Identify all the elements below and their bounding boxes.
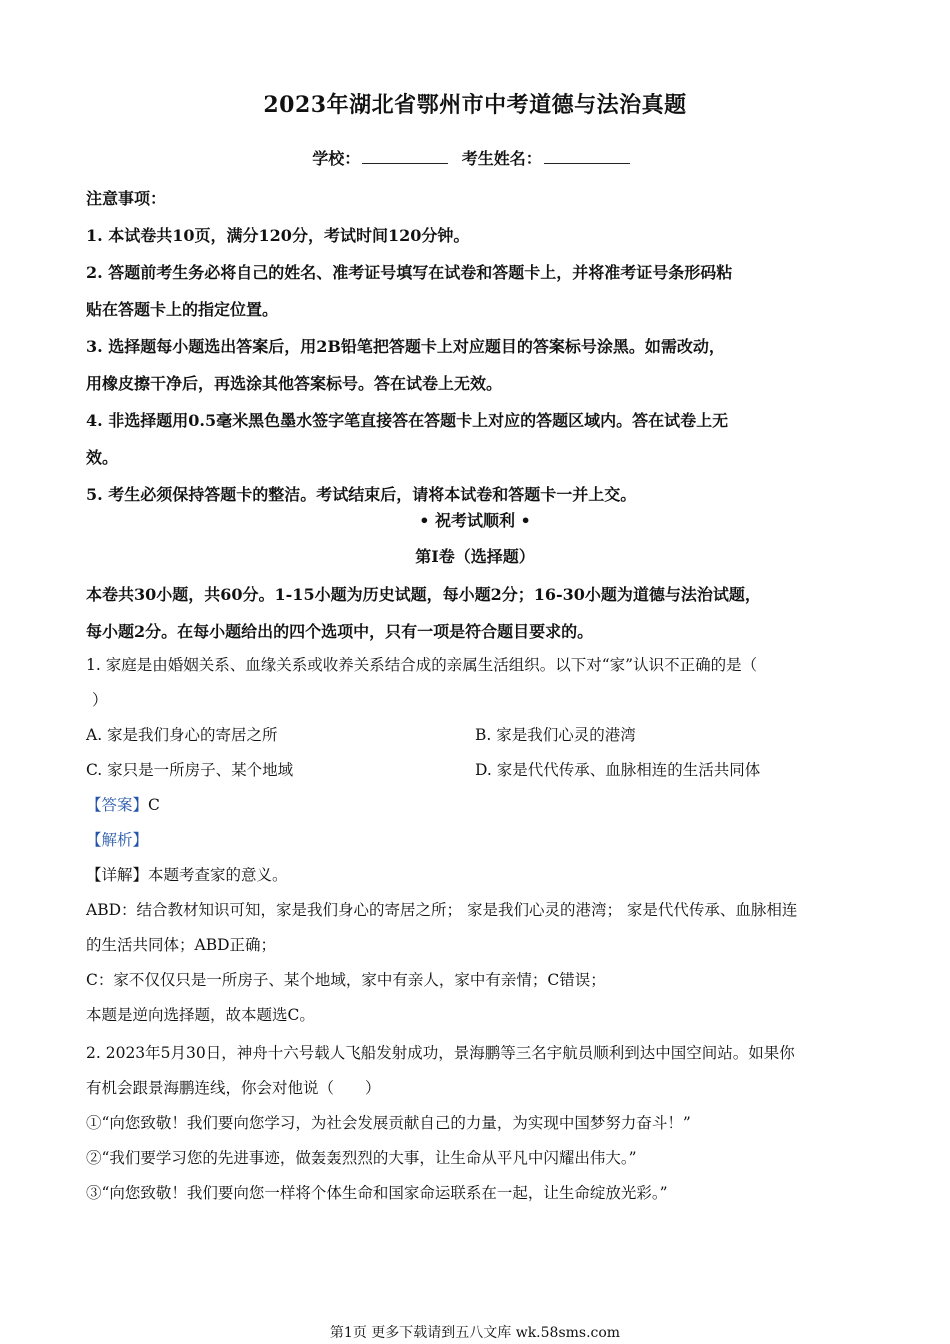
statement-item: ②“我们要学习您的先进事迹，做轰轰烈烈的大事，让生命从平凡中闪耀出伟大。”	[86, 1149, 637, 1167]
notes-section	[86, 180, 876, 513]
school-label: 学校：	[312, 149, 361, 168]
analysis-label: 【解析】	[86, 831, 149, 849]
analysis-line: 的生活共同体；ABD正确；	[86, 936, 277, 954]
page-footer: 第1页 更多下载请到五八文库 wk.58sms.com	[329, 1325, 621, 1341]
option-c[interactable]: C. 家只是一所房子、某个地域	[86, 761, 294, 779]
note-line: 1. 本试卷共10页，满分120分，考试时间120分钟。	[86, 226, 470, 245]
question-1-options-row-2	[86, 753, 876, 788]
note-line: 用橡皮擦干净后，再选涂其他答案标号。答在试卷上无效。	[86, 374, 503, 393]
blessing-line: • 祝考试顺利 •	[419, 511, 531, 530]
question-stem-line: 2. 2023年5月30日，神舟十六号载人飞船发射成功，景海鹏等三名宇航员顺利到达中国空间站。如果你	[86, 1044, 795, 1062]
question-1-options-row-1	[86, 718, 876, 753]
question-1-stem	[86, 648, 876, 718]
option-b[interactable]: B. 家是我们心灵的港湾	[475, 726, 636, 744]
question-stem-line: 1. 家庭是由婚姻关系、血缘关系或收养关系结合成的亲属生活组织。以下对“家”认识不正确的是（	[86, 656, 758, 674]
note-line: 效。	[86, 448, 119, 467]
notes-heading: 注意事项：	[86, 189, 167, 208]
school-blank[interactable]	[362, 149, 448, 164]
question-stem-line: ）	[92, 691, 108, 709]
note-line: 2. 答题前考生务必将自己的姓名、准考证号填写在试卷和答题卡上，并将准考证号条形码粘	[86, 263, 733, 282]
note-line: 3. 选择题每小题选出答案后，用2B铅笔把答题卡上对应题目的答案标号涂黑。如需改动，	[86, 337, 725, 356]
statement-item: ③“向您致敬！我们要向您一样将个体生命和国家命运联系在一起，让生命绽放光彩。”	[86, 1184, 668, 1202]
note-line: 5. 考生必须保持答题卡的整洁。考试结束后，请将本试卷和答题卡一并上交。	[86, 485, 637, 504]
section-title: 第Ⅰ卷（选择题）	[415, 547, 535, 566]
section-desc-line: 每小题2分。在每小题给出的四个选项中，只有一项是符合题目要求的。	[86, 622, 594, 641]
analysis-line: 本题是逆向选择题，故本题选C。	[86, 1006, 315, 1024]
detail-label: 【详解】	[86, 866, 149, 884]
answer-value: C	[148, 796, 160, 814]
section-description	[86, 576, 886, 650]
question-2	[86, 1036, 876, 1211]
option-d[interactable]: D. 家是代代传承、血脉相连的生活共同体	[475, 761, 761, 779]
answer-label: 【答案】	[86, 796, 149, 814]
student-info-line	[0, 146, 950, 169]
note-line: 贴在答题卡上的指定位置。	[86, 300, 279, 319]
section-desc-line: 本卷共30小题，共60分。1-15小题为历史试题，每小题2分；16-30小题为道德与法治试题，	[86, 585, 761, 604]
name-label: 考生姓名：	[461, 149, 542, 168]
name-blank[interactable]	[544, 149, 630, 164]
option-a[interactable]: A. 家是我们身心的寄居之所	[86, 726, 278, 744]
page-title: 2023年湖北省鄂州市中考道德与法治真题	[263, 92, 687, 118]
detail-text: 本题考查家的意义。	[148, 866, 288, 884]
note-line: 4. 非选择题用0.5毫米黑色墨水签字笔直接答在答题卡上对应的答题区域内。答在试卷上无	[86, 411, 729, 430]
analysis-line: C：家不仅仅只是一所房子、某个地域，家中有亲人，家中有亲情；C错误；	[86, 971, 606, 989]
question-1-answer	[86, 788, 876, 1033]
question-stem-line: 有机会跟景海鹏连线，你会对他说（ ）	[86, 1079, 381, 1097]
analysis-line: ABD：结合教材知识可知，家是我们身心的寄居之所； 家是我们心灵的港湾； 家是代代传承、血脉相连	[86, 901, 798, 919]
statement-item: ①“向您致敬！我们要向您学习，为社会发展贡献自己的力量，为实现中国梦努力奋斗！”	[86, 1114, 691, 1132]
